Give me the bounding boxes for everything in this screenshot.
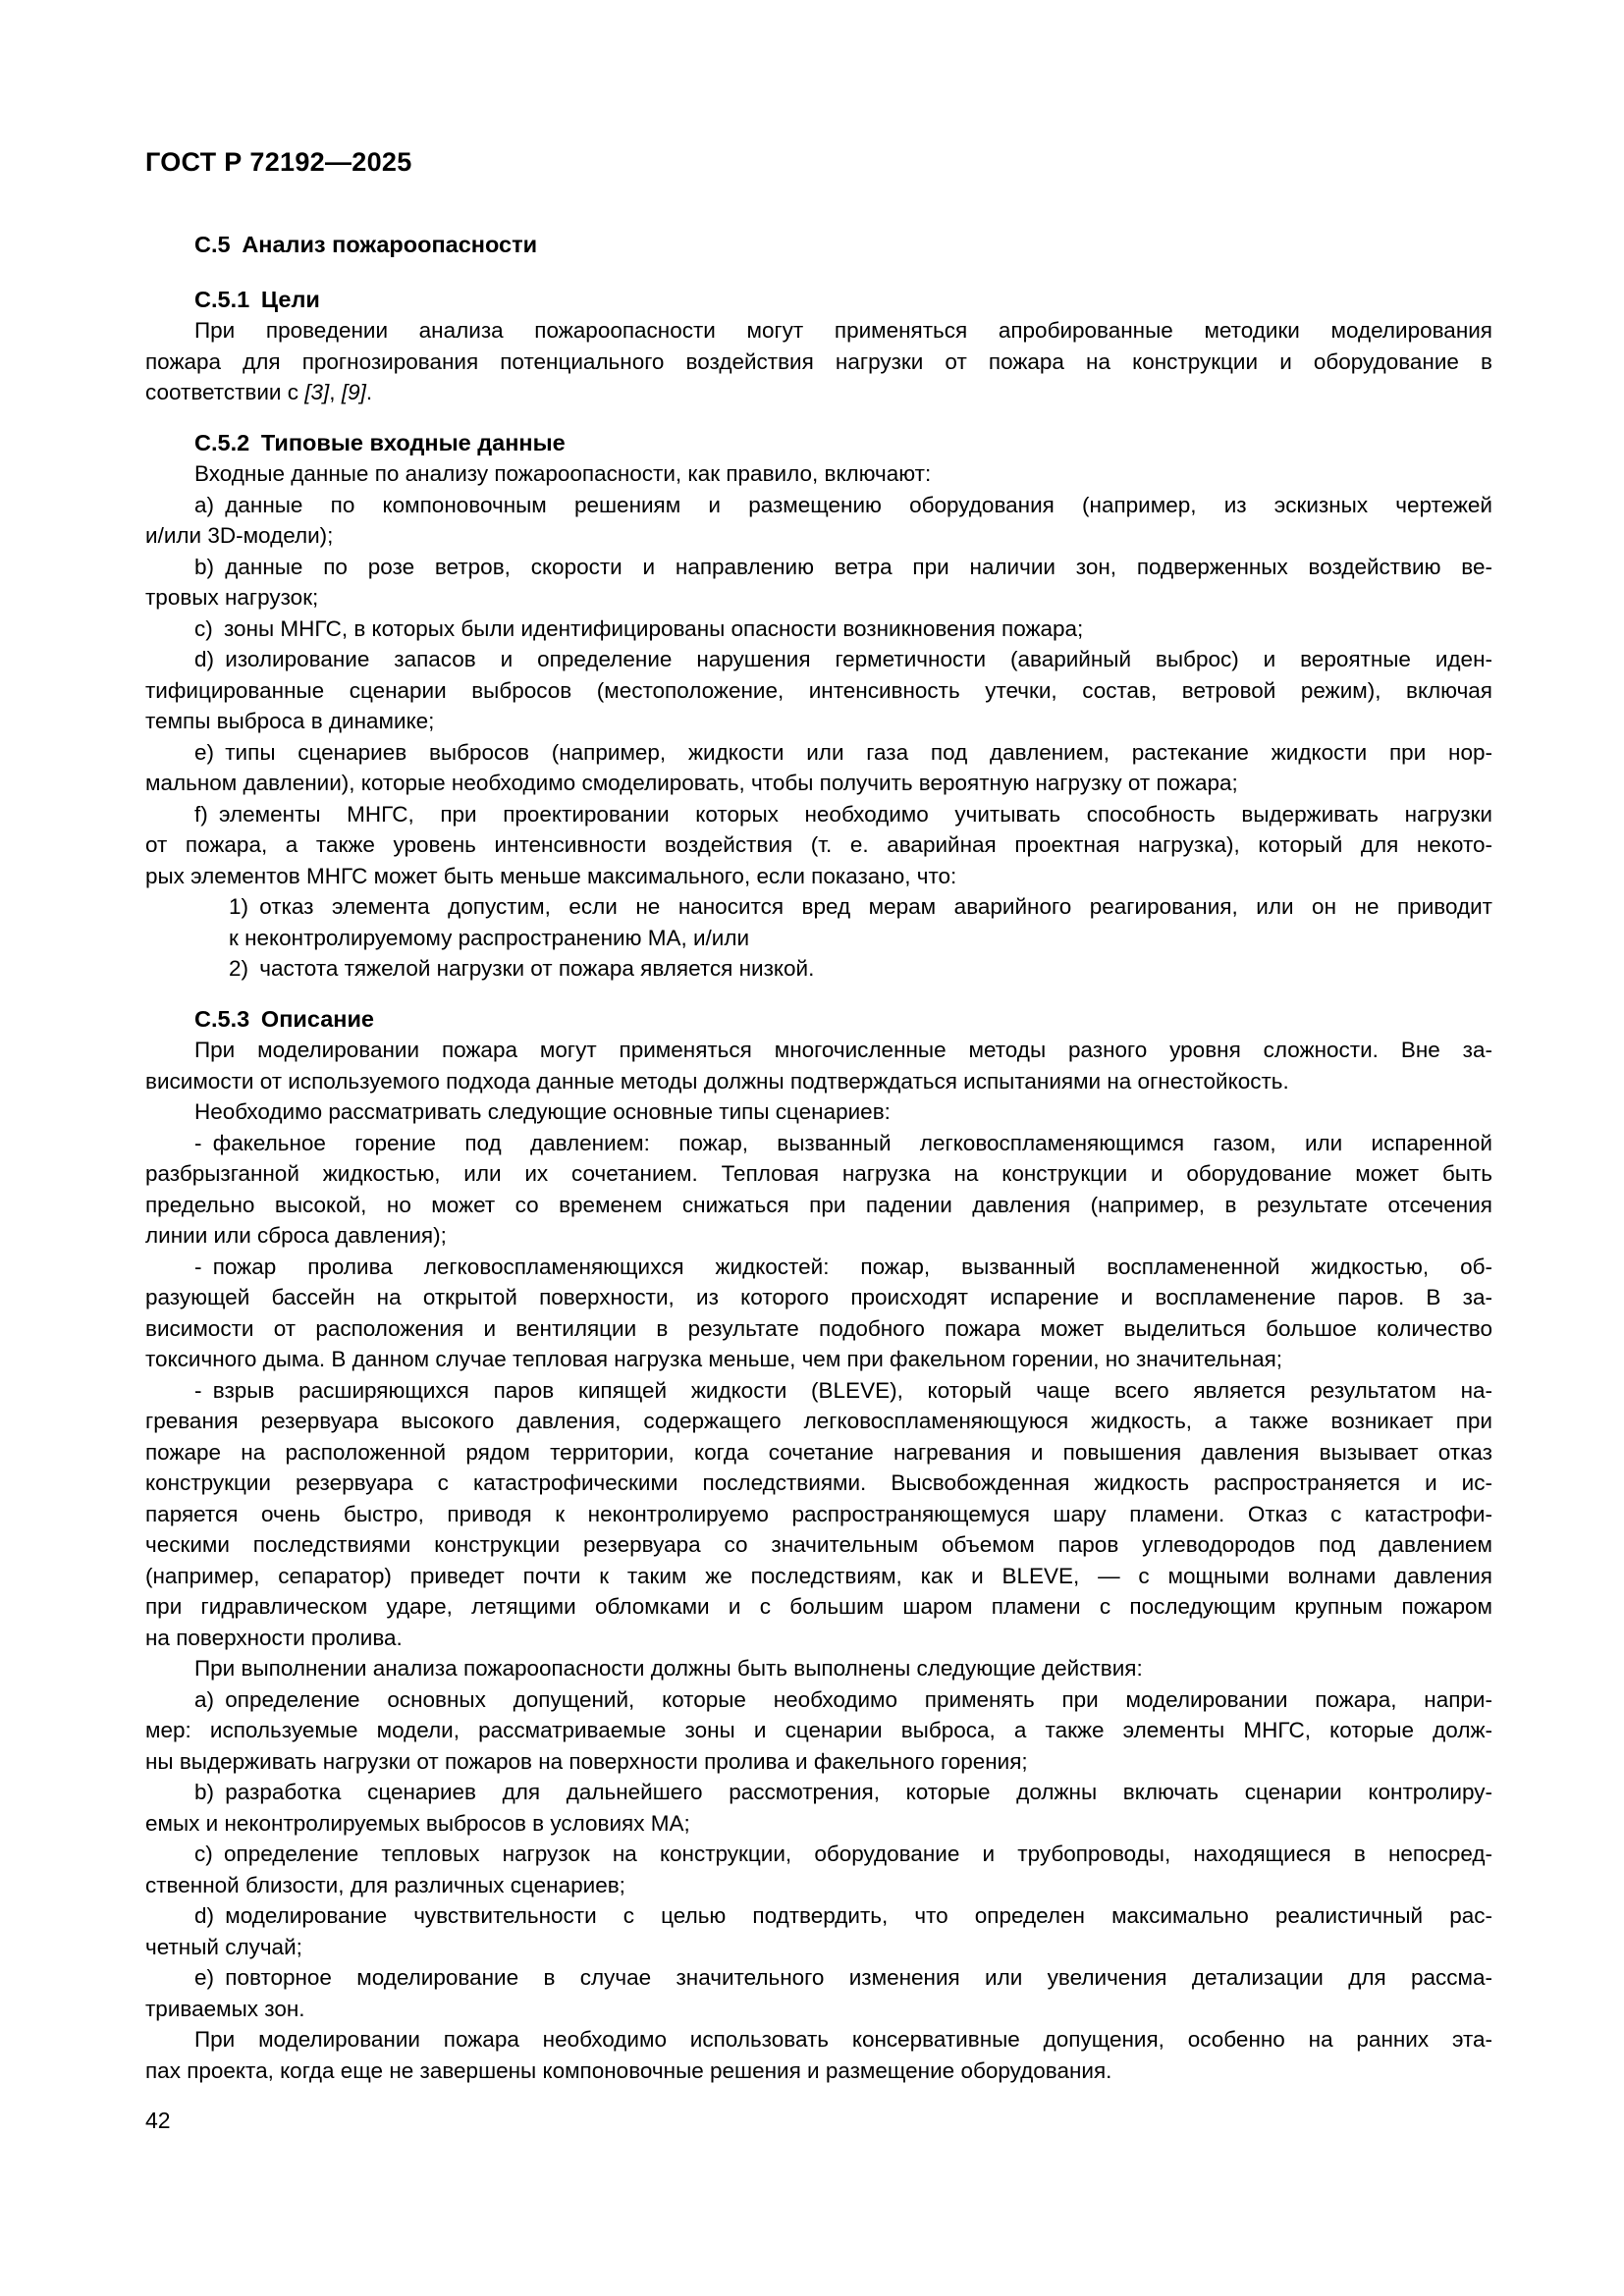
text-line: гревания резервуара высокого давления, содержащего легковоспламеняющуюся жидкость, а также возникает при [145,1409,1492,1433]
text-line: при гидравлическом ударе, летящими обломками и с большим шаром пламени с последующим крупным пожаром [145,1594,1492,1619]
paragraph-description [145,1035,1492,1096]
bullet-pool-fire [145,1252,1492,1375]
text-line: пожара для прогнозирования потенциального воздействия нагрузки от пожара на конструкции и оборудование в [145,348,1492,374]
action-item-e [145,1962,1492,2024]
text-line: Входные данные по анализу пожароопасности, как правило, включают: [194,461,932,486]
text-line: e) повторное моделирование в случае значительного изменения или увеличения детализации для рассма- [194,1965,1492,1990]
action-item-c [145,1839,1492,1900]
text-line: ческими последствиями конструкции резервуара со значительным объемом паров углеводородов под давлением [145,1532,1492,1557]
text-line: e) типы сценариев выбросов (например, жидкости или газа под давлением, растекание жидкости при нор- [194,739,1492,765]
text-line: d) моделирование чувствительности с целью подтвердить, что определен максимально реалистичный рас- [194,1903,1492,1928]
list-item-c [145,614,1492,645]
text-line: висимости от расположения и вентиляции в результате подобного пожара может выделиться большое количество [145,1315,1492,1341]
action-item-d [145,1900,1492,1962]
text-line: d) изолирование запасов и определение нарушения герметичности (аварийный выброс) и вероятные иден- [194,647,1492,671]
text-line: 2) частота тяжелой нагрузки от пожара является низкой. [229,956,815,981]
text-line: При выполнении анализа пожароопасности должны быть выполнены следующие действия: [194,1656,1143,1681]
text-line: ственной близости, для различных сценариев; [145,1872,625,1897]
list-item-d [145,644,1492,737]
text-line: к неконтролируемому распространению МА, и/или [229,925,750,950]
paragraph-closing [145,2024,1492,2086]
text-line: токсичного дыма. В данном случае тепловая нагрузка меньше, чем при факельном горении, но значительная; [145,1347,1283,1371]
reference-citation-3: [3] [304,380,330,404]
text-line: При моделировании пожара могут применяться многочисленные методы разного уровня сложности. Вне за- [194,1038,1492,1062]
text-line: предельно высокой, но может со временем снижаться при падении давления (например, в результате отсечения [145,1192,1492,1217]
text-line: ны выдерживать нагрузки от пожаров на поверхности пролива и факельного горения; [145,1748,1028,1774]
text-line [145,377,1492,408]
section-heading-c53: С.5.3 Описание [194,1005,374,1032]
text-line: и/или 3D-модели); [145,523,334,548]
text-line: мер: используемые модели, рассматриваемые зоны и сценарии выброса, а также элементы МНГС, которые долж- [145,1718,1492,1742]
paragraph-actions-intro [145,1653,1492,1684]
list-item-a [145,490,1492,552]
text-line: Необходимо рассматривать следующие основные типы сценариев: [194,1099,891,1124]
action-item-b [145,1777,1492,1839]
text-line: b) данные по розе ветров, скорости и направлению ветра при наличии зон, подверженных воздействию ве- [194,554,1492,579]
list-item-e [145,737,1492,799]
sublist-item-1 [229,891,1492,953]
section-heading-c52: С.5.2 Типовые входные данные [194,429,566,455]
text-line: висимости от используемого подхода данные методы должны подтверждаться испытаниями на огнестойкость. [145,1068,1289,1094]
text-line: триваемых зон. [145,1996,305,2021]
text-line: При моделировании пожара необходимо использовать консервативные допущения, особенно на ранних эта- [194,2027,1492,2052]
text-line: тифицированные сценарии выбросов (местоположение, интенсивность утечки, состав, ветровой режим), включая [145,677,1492,703]
text-line: c) зоны МНГС, в которых были идентифицированы опасности возникновения пожара; [194,615,1084,641]
action-item-a [145,1684,1492,1778]
text-line: - пожар пролива легковоспламеняющихся жидкостей: пожар, вызванный воспламененной жидкостью, об- [194,1254,1492,1279]
bullet-flare-fire [145,1128,1492,1252]
text-line: разующей бассейн на открытой поверхности, из которого происходят испарение и воспламенение паров. В за- [145,1285,1492,1309]
text-line: - взрыв расширяющихся паров кипящей жидкости (BLEVE), который чаще всего является результатом на- [194,1377,1492,1403]
sublist-item-2 [229,953,1492,985]
text-line: a) данные по компоновочным решениям и размещению оборудования (например, из эскизных чертежей [194,492,1492,517]
text-line: конструкции резервуара с катастрофическими последствиями. Высвобожденная жидкость распространяется и ис- [145,1470,1492,1495]
bullet-bleve [145,1375,1492,1654]
document-code: ГОСТ Р 72192—2025 [145,147,412,177]
text-line: от пожара, а также уровень интенсивности воздействия (т. е. аварийная проектная нагрузка), который для некото- [145,832,1492,857]
text-line: - факельное горение под давлением: пожар, вызванный легковоспламеняющимся газом, или испаренной [194,1130,1492,1155]
text-span: . [365,380,373,404]
text-line: емых и неконтролируемых выбросов в условиях МА; [145,1810,690,1836]
list-item-f [145,799,1492,892]
text-span: соответствии с [145,380,305,404]
section-heading-c5: С.5 Анализ пожароопасности [194,232,538,257]
text-line: f) элементы МНГС, при проектировании которых необходимо учитывать способность выдерживать нагрузки [194,801,1492,827]
page-number: 42 [145,2108,171,2133]
text-line: c) определение тепловых нагрузок на конструкции, оборудование и трубопроводы, находящиеся в непосред- [194,1842,1492,1866]
paragraph-lines [145,315,1492,377]
text-line: на поверхности пролива. [145,1625,403,1650]
text-line: тровых нагрузок; [145,585,319,610]
text-span: , [329,380,342,404]
text-line: b) разработка сценариев для дальнейшего рассмотрения, которые должны включать сценарии контролиру- [194,1780,1492,1804]
text-line: рых элементов МНГС может быть меньше максимального, если показано, что: [145,863,957,888]
text-line: (например, сепаратор) приведет почти к таким же последствиям, как и BLEVE, — с мощными волнами давления [145,1563,1492,1588]
reference-citation-9: [9] [341,380,366,404]
text-line: темпы выброса в динамике; [145,709,435,733]
text-line: a) определение основных допущений, которые необходимо применять при моделировании пожара, напри- [194,1686,1492,1712]
text-line: 1) отказ элемента допустим, если не наносится вред мерам аварийного реагирования, или он не приводит [229,894,1492,919]
text-line: пах проекта, когда еще не завершены компоновочные решения и размещение оборудования. [145,2057,1112,2083]
page-content [145,145,1492,2137]
text-line: пожаре на расположенной рядом территории, когда сочетание нагревания и повышения давления вызывает отказ [145,1439,1492,1465]
text-line: мальном давлении), которые необходимо смоделировать, чтобы получить вероятную нагрузку от пожара; [145,771,1238,795]
paragraph-goals [145,315,1492,408]
paragraph-scenarios-intro [145,1096,1492,1128]
text-line: паряется очень быстро, приводя к неконтролируемо распространяющемуся шару пламени. Отказ с катастрофи- [145,1501,1492,1526]
text-line: разбрызганной жидкостью, или их сочетанием. Тепловая нагрузка на конструкции и оборудование может быть [145,1161,1492,1186]
list-item-b [145,552,1492,614]
text-line: четный случай; [145,1934,302,1959]
paragraph-inputs-intro [145,458,1492,490]
text-line: линии или сброса давления); [145,1223,447,1248]
text-line: При проведении анализа пожароопасности могут применяться апробированные методики моделирования [194,318,1492,343]
section-heading-c51: С.5.1 Цели [194,286,320,312]
